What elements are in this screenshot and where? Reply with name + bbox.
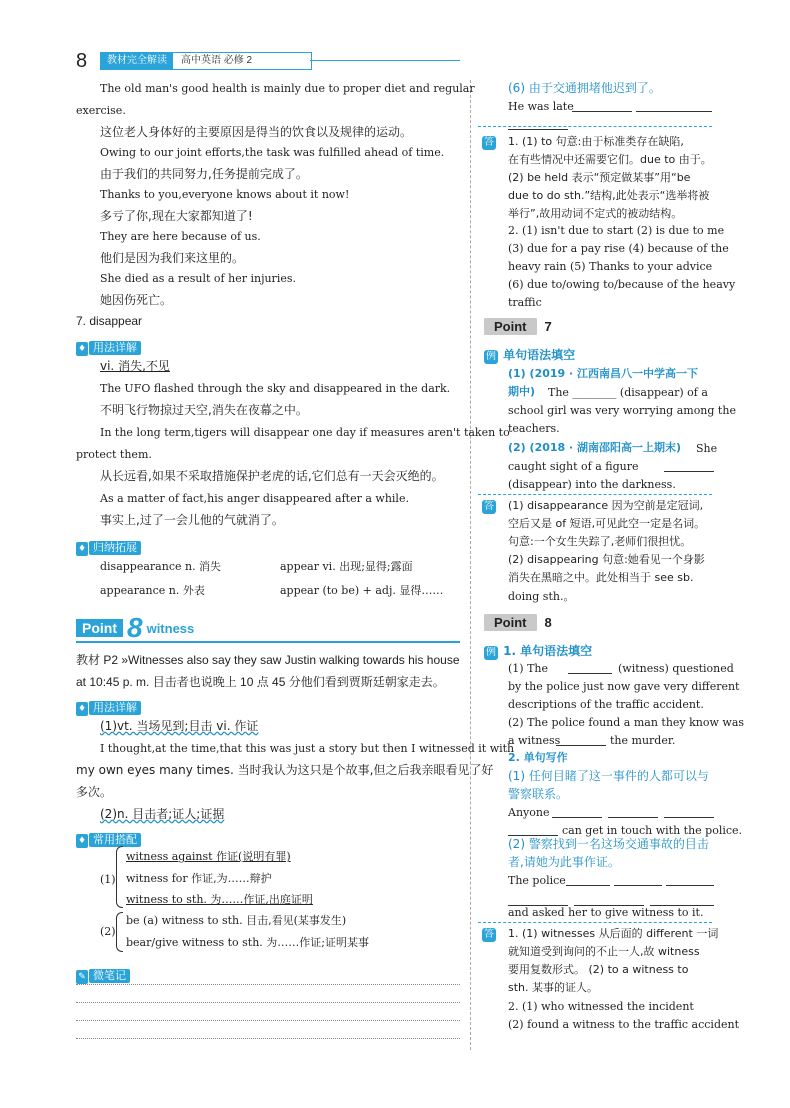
column-divider	[470, 80, 471, 1050]
answer-line: 举行”,故用动词不定式的被动结构。	[508, 207, 683, 220]
question-source: 期中)	[508, 385, 536, 398]
colloc-item: bear/give witness to sth. 为……作证;证明某事	[126, 936, 369, 949]
text-line: She died as a result of her injuries.	[100, 272, 296, 285]
colloc-item: be (a) witness to sth. 目击,看见(某事发生)	[126, 914, 347, 927]
textbook-quote: at 10:45 p. m. 目击者也说晚上 10 点 45 分他们看到贾斯廷朝家走去。	[76, 675, 445, 689]
brace	[116, 912, 123, 952]
example-title: 单句语法填空	[503, 348, 576, 362]
colloc-number: (1)	[100, 873, 116, 886]
text-line: 多亏了你,现在大家都知道了!	[100, 209, 253, 223]
tag-label: 归纳拓展	[89, 541, 141, 555]
question-line: by the police just now gave very different	[508, 680, 740, 693]
text-line: 这位老人身体好的主要原因是得当的饮食以及规律的运动。	[100, 125, 413, 139]
text-line: 事实上,过了一会儿他的气就消了。	[100, 513, 284, 527]
answer-icon: 答	[484, 501, 494, 512]
question-line: Anyone	[508, 806, 550, 819]
question-source: (2) (2018 · 湖南邵阳高一上期末)	[508, 441, 682, 454]
answer-icon: 答	[484, 929, 494, 940]
note-tag	[76, 964, 130, 984]
tag-label: 微笔记	[89, 969, 130, 983]
blank	[552, 806, 602, 818]
question-source: (1) (2019 · 江西南昌八一中学高一下	[508, 367, 699, 380]
answer-line: 1. (1) to 句意:由于标准类存在缺陷,	[508, 135, 684, 148]
example-icon: 例	[486, 647, 496, 658]
text-line: The UFO flashed through the sky and disappeared in the dark.	[100, 382, 451, 395]
text-line: Thanks to you,everyone knows about it now!	[100, 188, 350, 201]
point-rule	[76, 641, 460, 643]
point-number: 8	[544, 615, 552, 630]
textbook-quote: 教材 P2 »Witnesses also say they saw Justin walking towards his house	[76, 653, 460, 667]
point-label: Point	[76, 619, 123, 637]
question-line: the murder.	[610, 734, 676, 747]
question-line: 者,请她为此事作证。	[508, 855, 620, 869]
colloc-item: witness for 作证,为……辩护	[126, 872, 272, 885]
separator	[478, 126, 712, 127]
text-line: 由于我们的共同努力,任务提前完成了。	[100, 167, 308, 181]
text-line: my own eyes many times. 当时我认为这只是个故事,但之后我亲眼看见了好	[76, 763, 494, 777]
answer-line: (2) disappearing 句意:她看见一个身影	[508, 553, 705, 566]
pencil-icon: ✎	[76, 970, 88, 984]
blank	[508, 118, 568, 130]
blank	[566, 874, 610, 886]
blank	[664, 806, 714, 818]
page-number: 8	[76, 50, 88, 72]
blank	[650, 894, 714, 906]
question-line: (2) 警察找到一名这场交通事故的目击	[508, 837, 709, 851]
text-line: exercise.	[76, 104, 126, 117]
answer-line: 要用复数形式。 (2) to a witness to	[508, 963, 689, 976]
colloc-item: witness to sth. 为……作证,出庭证明	[126, 893, 313, 906]
colloc-tag	[76, 828, 141, 848]
text-line: The old man's good health is mainly due to proper diet and regular	[100, 82, 475, 95]
blank	[636, 100, 712, 112]
question-line: a witness	[508, 734, 561, 747]
pin-icon: ♦	[77, 344, 87, 354]
text-line: 从长远看,如果不采取措施保护老虎的话,它们总有一天会灭绝的。	[100, 469, 444, 483]
blank	[508, 894, 568, 906]
answer-line: 2. (1) who witnessed the incident	[508, 1000, 694, 1013]
point-7-heading	[484, 318, 552, 335]
question-line: The police	[508, 874, 566, 887]
note-line	[76, 1038, 460, 1039]
question-line: The ________ (disappear) of a	[548, 386, 708, 399]
item-heading: 7. disappear	[76, 314, 143, 328]
question-line: caught sight of a figure	[508, 460, 639, 473]
answer-line: 空后又是 of 短语,可见此空一定是名词。	[508, 517, 706, 530]
definition: (1)vt. 当场见到;目击 vi. 作证	[100, 719, 259, 733]
answer-line: 消失在黑暗之中。此处相当于 see sb.	[508, 571, 694, 584]
example-title: 1. 单句语法填空	[503, 644, 593, 658]
answer-line: traffic	[508, 296, 542, 309]
point-label: Point	[484, 318, 537, 335]
separator	[478, 494, 712, 495]
question-line: 警察联系。	[508, 787, 569, 801]
text-line: As a matter of fact,his anger disappeared after a while.	[100, 492, 409, 505]
question-line: teachers.	[508, 422, 560, 435]
expand-item: disappearance n. 消失	[100, 560, 222, 573]
example-icon: 例	[486, 351, 496, 362]
answer-line: (6) due to/owing to/because of the heavy	[508, 278, 736, 291]
expand-item: appear (to be) + adj. 显得……	[280, 584, 444, 597]
question-line: (2) The police found a man they know was	[508, 716, 745, 729]
separator	[478, 922, 712, 923]
point-8-heading	[76, 612, 195, 643]
answer-line: (1) disappearance 因为空前是定冠词,	[508, 499, 704, 512]
blank	[664, 460, 714, 472]
question-line: descriptions of the traffic accident.	[508, 698, 704, 711]
tag-label: 用法详解	[89, 701, 141, 715]
usage-tag	[76, 696, 141, 716]
blank	[614, 874, 662, 886]
exercise-line: He was late	[508, 100, 574, 113]
pin-icon: ♦	[77, 836, 87, 846]
question-line: (witness) questioned	[618, 662, 734, 675]
text-line: They are here because of us.	[100, 230, 261, 243]
usage-tag	[76, 336, 141, 356]
question-line: She	[696, 442, 718, 455]
expand-item: appear vi. 出现;显得;露面	[280, 560, 413, 573]
header-rule	[310, 60, 460, 61]
definition: vi. 消失,不见	[100, 359, 170, 373]
answer-line: 2. (1) isn't due to start (2) is due to me	[508, 224, 725, 237]
blank	[574, 894, 644, 906]
text-line: 他们是因为我们来这里的。	[100, 251, 245, 265]
blank	[568, 662, 612, 674]
point-label: Point	[484, 614, 537, 631]
example-title: 2. 单句写作	[508, 751, 568, 764]
blank	[556, 734, 606, 746]
answer-line: 句意:一个女生失踪了,老师们很担忧。	[508, 535, 692, 548]
question-line: can get in touch with the police.	[562, 824, 743, 837]
answer-line: sth. 某事的证人。	[508, 981, 599, 994]
example-heading	[484, 640, 592, 660]
blank	[508, 824, 558, 836]
question-line: (1) The	[508, 662, 549, 675]
text-line: protect them.	[76, 448, 152, 461]
note-line	[76, 984, 460, 985]
question-line: (disappear) into the darkness.	[508, 478, 676, 491]
tag-label: 常用搭配	[89, 833, 141, 847]
point-8-heading-right	[484, 614, 552, 631]
pin-icon: ♦	[77, 544, 87, 554]
text-line: Owing to our joint efforts,the task was fulfilled ahead of time.	[100, 146, 445, 159]
question-line: (1) 任何目睹了这一事件的人都可以与	[508, 769, 709, 783]
question-line: and asked her to give witness to it.	[508, 906, 704, 919]
colloc-number: (2)	[100, 925, 116, 938]
point-number: 7	[544, 319, 552, 334]
exercise-line: (6) 由于交通拥堵他迟到了。	[508, 81, 661, 95]
book-title: 高中英语 必修 2	[181, 55, 253, 66]
running-header	[100, 52, 312, 70]
answer-icon: 答	[484, 137, 494, 148]
brace	[116, 846, 123, 908]
text-line: I thought,at the time,that this was just a story but then I witnessed it with	[100, 742, 515, 755]
point-word: witness	[146, 620, 195, 636]
pin-icon: ♦	[77, 704, 87, 714]
question-line: school girl was very worrying among the	[508, 404, 736, 417]
example-heading	[484, 344, 575, 364]
definition: (2)n. 目击者;证人;证据	[100, 807, 225, 821]
point-number: 8	[127, 612, 143, 643]
answer-line: 在有些情况中还需要它们。due to 由于。	[508, 153, 712, 166]
answer-line: due to do sth.”结构,此处表示“选举将被	[508, 189, 710, 202]
blank	[572, 100, 632, 112]
note-line	[76, 1002, 460, 1003]
expand-tag	[76, 536, 141, 556]
series-title: 教材完全解读	[101, 53, 173, 69]
answer-line: doing sth.。	[508, 590, 575, 603]
expand-item: appearance n. 外表	[100, 584, 205, 597]
text-line: In the long term,tigers will disappear one day if measures aren't taken to	[100, 426, 510, 439]
colloc-item: witness against 作证(说明有罪)	[126, 850, 291, 863]
blank	[608, 806, 658, 818]
answer-line: (2) be held 表示“预定做某事”用“be	[508, 171, 691, 184]
answer-line: (2) found a witness to the traffic accident	[508, 1018, 739, 1031]
text-line: 多次。	[76, 785, 113, 799]
answer-line: 就知道受到询问的不止一人,故 witness	[508, 945, 700, 958]
blank	[666, 874, 714, 886]
text-line: 她因伤死亡。	[100, 293, 173, 307]
answer-line: 1. (1) witnesses 从后面的 different 一词	[508, 927, 719, 940]
answer-line: heavy rain (5) Thanks to your advice	[508, 260, 713, 273]
answer-line: (3) due for a pay rise (4) because of the	[508, 242, 729, 255]
text-line: 不明飞行物掠过天空,消失在夜幕之中。	[100, 403, 308, 417]
note-line	[76, 1020, 460, 1021]
tag-label: 用法详解	[89, 341, 141, 355]
